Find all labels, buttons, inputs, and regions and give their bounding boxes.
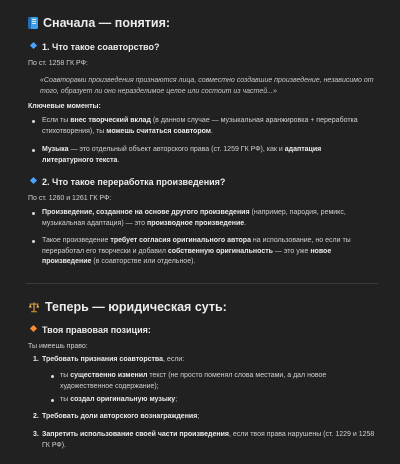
- subheading-derivative-work: [28, 176, 225, 188]
- bullet-dot: [32, 120, 35, 123]
- blue-diamond-icon: [30, 177, 37, 184]
- subheading-text: 2. Что такое переработка произведения?: [42, 177, 226, 187]
- section-heading-legal: [28, 300, 227, 315]
- list-item: Произведение, созданное на основе другого произведения (например, пародия, ремикс, музыкальная адаптация) — это производное произведение.: [42, 209, 346, 227]
- subheading-legal-position: [28, 324, 151, 336]
- subheading-coauthorship: [28, 41, 159, 53]
- list-item: Такое произведение требует согласия оригинального автора на использование, но если ты переработал его творчески и добавил собственную оригинальность — это уже новое произведение (в соавторстве или отдельное).: [42, 237, 351, 265]
- section-title: Теперь — юридическая суть:: [45, 300, 227, 314]
- bullet-dot: [51, 399, 54, 402]
- scales-icon: [28, 301, 40, 313]
- subheading-text: Твоя правовая позиция:: [42, 325, 151, 335]
- intro-text: Ты имеешь право:: [28, 343, 88, 350]
- bullet-dot: [32, 240, 35, 243]
- orange-diamond-icon: [30, 325, 37, 332]
- list-item: ты создал оригинальную музыку;: [60, 396, 178, 403]
- source-text: По ст. 1258 ГК РФ:: [28, 60, 88, 67]
- list-number: 1.: [33, 356, 39, 363]
- key-points-label: Ключевые моменты:: [28, 103, 101, 110]
- quote-line: того, образует ли оно неразделимое целое или состоит из частей...»: [40, 87, 277, 95]
- divider: [26, 283, 378, 284]
- blue-diamond-icon: [30, 42, 37, 49]
- list-item: Если ты внес творческий вклад (в данном случае — музыкальная аранжировка + переработка стихотворения), ты можешь считаться соавтором.: [42, 117, 358, 135]
- list-item: Музыка — это отдельный объект авторского права (ст. 1259 ГК РФ), как и адаптация литературного текста.: [42, 146, 322, 164]
- source-text: По ст. 1260 и 1261 ГК РФ:: [28, 195, 112, 202]
- quote-line: «Соавторами произведения признаются лица, совместно создавшие произведение, независимо от: [40, 77, 374, 84]
- list-item: Требовать доли авторского вознаграждения;: [42, 413, 200, 420]
- list-item: Требовать признания соавторства, если:: [42, 356, 185, 363]
- list-number: 3.: [33, 431, 39, 438]
- list-item: ты существенно изменил текст (не просто поменял слова местами, а дал новое художественное содержание);: [60, 372, 327, 390]
- bullet-dot: [32, 212, 35, 215]
- section-heading-concepts: [28, 16, 170, 31]
- bullet-dot: [51, 375, 54, 378]
- list-number: 2.: [33, 413, 39, 420]
- list-item: Запретить использование своей части произведения, если твоя права нарушены (ст. 1229 и 1258 ГК РФ).: [42, 431, 375, 449]
- subheading-text: 1. Что такое соавторство?: [42, 42, 160, 52]
- bullet-dot: [32, 149, 35, 152]
- book-icon: [28, 17, 38, 29]
- quote-block: [40, 76, 374, 97]
- section-title: Сначала — понятия:: [43, 16, 171, 30]
